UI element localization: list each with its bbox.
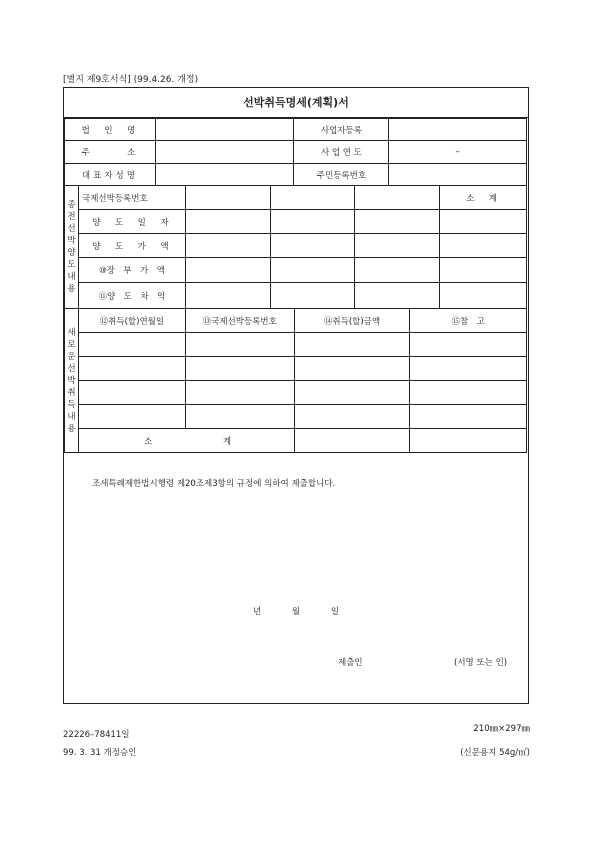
cell[interactable] (410, 405, 527, 429)
month-label: 월 (291, 607, 301, 617)
cell[interactable] (410, 357, 527, 381)
label-company-name: 법 인 명 (65, 119, 156, 141)
submitter-label: 제출인 (338, 658, 363, 668)
header-remarks: ⑮참 고 (410, 309, 527, 333)
cell[interactable] (78, 333, 185, 357)
info-row (65, 141, 527, 164)
label-business-reg: 사업자등록 (294, 119, 389, 141)
year-label: 년 (252, 607, 262, 617)
cell[interactable] (294, 405, 410, 429)
label-resident-reg: 주민등록번호 (294, 164, 389, 186)
cell[interactable] (270, 258, 355, 283)
cell[interactable] (185, 405, 294, 429)
business-year-field[interactable]: – (389, 141, 527, 164)
label-transfer-gain: ⑪양 도 차 익 (78, 283, 185, 309)
signature-note: (서명 또는 인) (454, 658, 508, 668)
header-intl-reg-no: ⑬국제선박등록번호 (185, 309, 294, 333)
cell[interactable] (185, 258, 270, 283)
cell[interactable] (78, 357, 185, 381)
cell[interactable] (185, 283, 270, 309)
cell[interactable] (355, 258, 440, 283)
cell[interactable] (270, 210, 355, 234)
new-ship-table (64, 308, 527, 453)
label-subtotal: 소 계 (440, 186, 527, 210)
form-title: 선박취득명세(계획)서 (64, 88, 528, 118)
declaration-text: 조세특례제한법시행령 제20조제3항의 규정에 의하여 제출합니다. (92, 479, 336, 489)
label-representative: 대표자성명 (65, 164, 156, 186)
form-frame (63, 87, 529, 704)
form-number: [별지 제9호서식] (99.4.26. 개정) (63, 75, 199, 85)
cell[interactable] (440, 210, 527, 234)
subtotal-row (65, 429, 527, 453)
cell[interactable] (294, 333, 410, 357)
cell[interactable] (270, 186, 355, 210)
label-business-year: 사 업 연 도 (294, 141, 389, 164)
cell[interactable] (440, 234, 527, 258)
business-reg-field[interactable] (389, 119, 527, 141)
info-row (65, 164, 527, 186)
cell[interactable] (270, 234, 355, 258)
approval-note: 99. 3. 31 개정승인 (63, 748, 137, 758)
table-row (65, 381, 527, 405)
resident-reg-field[interactable] (389, 164, 527, 186)
cell[interactable] (185, 333, 294, 357)
cell[interactable] (355, 283, 440, 309)
cell[interactable] (355, 186, 440, 210)
day-label: 일 (330, 607, 340, 617)
previous-ship-table (64, 185, 527, 309)
label-transfer-price: 양 도 가 액 (78, 234, 185, 258)
subtotal-label-b: 계 (222, 436, 232, 447)
label-transfer-date: 양 도 일 자 (78, 210, 185, 234)
label-book-value: ⑩장 부 가 액 (78, 258, 185, 283)
label-address: 주 소 (65, 141, 156, 164)
cell[interactable] (440, 258, 527, 283)
cell[interactable] (355, 210, 440, 234)
paper-size: 210㎜×297㎜ (473, 724, 530, 734)
header-acquire-date: ⑫취득(할)연월일 (78, 309, 185, 333)
representative-field[interactable] (155, 164, 294, 186)
info-table (64, 118, 527, 186)
info-row (65, 119, 527, 141)
cell[interactable] (185, 210, 270, 234)
cell[interactable] (78, 405, 185, 429)
cell[interactable] (410, 333, 527, 357)
cell[interactable] (410, 381, 527, 405)
table-row (65, 357, 527, 381)
cell[interactable] (185, 381, 294, 405)
paper-type: (신문용지 54g/㎡) (460, 748, 530, 758)
cell[interactable] (294, 357, 410, 381)
date-line (64, 605, 528, 617)
subtotal-remarks-cell[interactable] (410, 429, 527, 453)
table-row (65, 333, 527, 357)
header-acquire-amount: ⑭취득(할)금액 (294, 309, 410, 333)
subtotal-label (78, 429, 294, 453)
table-row (65, 405, 527, 429)
cell[interactable] (185, 234, 270, 258)
cell[interactable] (185, 357, 294, 381)
cell[interactable] (294, 381, 410, 405)
label-intl-reg-no: 국제선박등록번호 (78, 186, 185, 210)
company-name-field[interactable] (155, 119, 294, 141)
cell[interactable] (440, 283, 527, 309)
new-ship-side-label: 새로운선박취득내용 (65, 309, 79, 453)
subtotal-label-a: 소 (143, 436, 153, 447)
cell[interactable] (185, 186, 270, 210)
cell[interactable] (355, 234, 440, 258)
previous-ship-side-label: 종전선박양도내용 (65, 186, 79, 309)
cell[interactable] (78, 381, 185, 405)
subtotal-amount-cell[interactable] (294, 429, 410, 453)
cell[interactable] (270, 283, 355, 309)
form-code: 22226–78411일 (63, 730, 130, 740)
address-field[interactable] (155, 141, 294, 164)
